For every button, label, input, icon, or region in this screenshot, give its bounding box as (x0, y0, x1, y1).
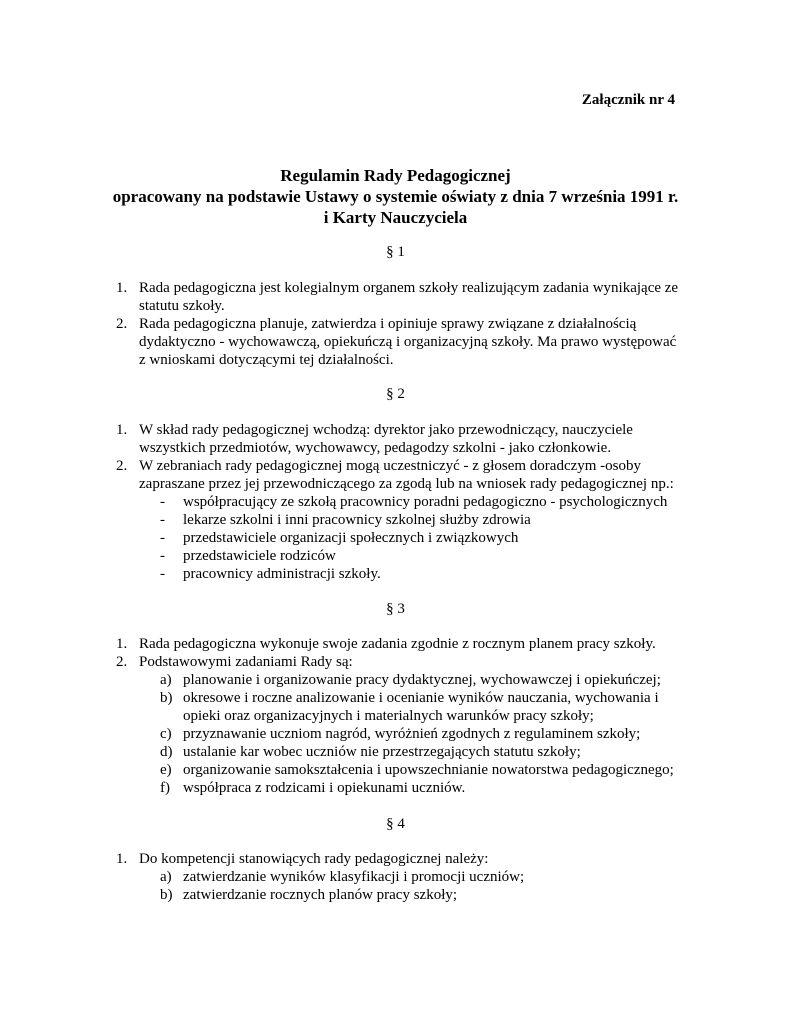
item-text: Rada pedagogiczna wykonuje swoje zadania zgodnie z rocznym planem pracy szkoły. (139, 636, 656, 652)
item-text: Rada pedagogiczna jest kolegialnym organem szkoły realizującym zadania wynikające ze (139, 280, 679, 296)
item-text: Rada pedagogiczna planuje, zatwierdza i opiniuje sprawy związane z działalnością (139, 316, 637, 332)
sub-item-text: zatwierdzanie rocznych planów pracy szkoły; (183, 887, 458, 903)
sub-list-item (0, 529, 791, 547)
item-number: 2. (116, 316, 128, 332)
sub-list-item (0, 761, 791, 779)
list-item (0, 315, 791, 369)
sub-item-text: pracownicy administracji szkoły. (183, 566, 381, 582)
sub-list-item (0, 493, 791, 511)
sub-list-item (0, 511, 791, 529)
letter-marker: e) (160, 762, 172, 778)
sub-list-item (0, 547, 791, 565)
sub-item-text: współpracujący ze szkołą pracownicy poradni pedagogiczno - psychologicznych (183, 494, 668, 510)
section-3-list (0, 635, 791, 797)
sub-item-text: ustalanie kar wobec uczniów nie przestrzegających statutu szkoły; (183, 744, 581, 760)
letter-marker: d) (160, 744, 173, 760)
letter-marker: f) (160, 780, 170, 796)
sub-item-text: planowanie i organizowanie pracy dydaktycznej, wychowawczej i opiekuńczej; (183, 672, 661, 688)
dash-marker: - (160, 512, 165, 528)
section-4-list (0, 850, 791, 904)
item-text: z wnioskami dotyczącymi tej działalności. (139, 352, 394, 368)
sub-item-text: przyznawanie uczniom nagród, wyróżnień zgodnych z regulaminem szkoły; (183, 726, 641, 742)
section-2-heading: § 2 (386, 386, 405, 402)
dash-marker: - (160, 530, 165, 546)
dash-marker: - (160, 548, 165, 564)
section-1-list (0, 279, 791, 369)
dash-marker: - (160, 494, 165, 510)
item-text: zapraszane przez jej przewodniczącego za zgodą lub na wniosek rady pedagogicznej np.: (139, 476, 674, 492)
section-2-list (0, 421, 791, 583)
sub-item-text: opieki oraz organizacyjnych i materialnych warunków pracy szkoły; (183, 708, 594, 724)
list-item (0, 850, 791, 868)
list-item (0, 279, 791, 315)
item-text: statutu szkoły. (139, 298, 225, 314)
list-item (0, 653, 791, 671)
dash-marker: - (160, 566, 165, 582)
item-text: dydaktyczno - wychowawczą, opiekuńczą i organizacyjną szkoły. Ma prawo występować (139, 334, 677, 350)
list-item (0, 421, 791, 457)
sub-item-text: przedstawiciele rodziców (183, 548, 336, 564)
letter-marker: c) (160, 726, 172, 742)
item-text: wszystkich przedmiotów, wychowawcy, pedagodzy szkolni - jako członkowie. (139, 440, 612, 456)
document-title (0, 165, 791, 228)
sub-item-text: zatwierdzanie wyników klasyfikacji i promocji uczniów; (183, 869, 525, 885)
item-number: 2. (116, 654, 128, 670)
list-item (0, 635, 791, 653)
item-text: W skład rady pedagogicznej wchodzą: dyrektor jako przewodniczący, nauczyciele (139, 422, 633, 438)
section-4-heading: § 4 (386, 816, 405, 832)
annex-label: Załącznik nr 4 (581, 92, 675, 108)
item-number: 1. (116, 422, 128, 438)
sub-item-text: okresowe i roczne analizowanie i ocenianie wyników nauczania, wychowania i (183, 690, 659, 706)
sub-item-text: przedstawiciele organizacji społecznych i związkowych (183, 530, 519, 546)
item-number: 2. (116, 458, 128, 474)
item-number: 1. (116, 280, 128, 296)
sub-list-item (0, 779, 791, 797)
letter-marker: b) (160, 887, 173, 903)
title-line-1: Regulamin Rady Pedagogicznej (280, 166, 511, 185)
sub-list-item (0, 565, 791, 583)
title-line-3: i Karty Nauczyciela (323, 208, 468, 227)
sub-list-item (0, 743, 791, 761)
sub-item-text: organizowanie samokształcenia i upowszechnianie nowatorstwa pedagogicznego; (183, 762, 674, 778)
item-number: 1. (116, 851, 128, 867)
sub-list-item (0, 671, 791, 689)
item-number: 1. (116, 636, 128, 652)
sub-list-item (0, 725, 791, 743)
title-line-2: opracowany na podstawie Ustawy o systemie oświaty z dnia 7 września 1991 r. (112, 187, 679, 206)
list-item (0, 457, 791, 493)
section-1-heading: § 1 (386, 244, 405, 260)
item-text: Do kompetencji stanowiących rady pedagogicznej należy: (139, 851, 489, 867)
sub-list-item (0, 886, 791, 904)
section-3-heading: § 3 (386, 601, 405, 617)
item-text: Podstawowymi zadaniami Rady są: (139, 654, 353, 670)
sub-item-text: współpraca z rodzicami i opiekunami uczniów. (183, 780, 466, 796)
sub-list-item (0, 868, 791, 886)
sub-item-text: lekarze szkolni i inni pracownicy szkolnej służby zdrowia (183, 512, 531, 528)
item-text: W zebraniach rady pedagogicznej mogą uczestniczyć - z głosem doradczym -osoby (139, 458, 642, 474)
letter-marker: b) (160, 690, 173, 706)
letter-marker: a) (160, 672, 172, 688)
sub-list-item (0, 689, 791, 725)
letter-marker: a) (160, 869, 172, 885)
